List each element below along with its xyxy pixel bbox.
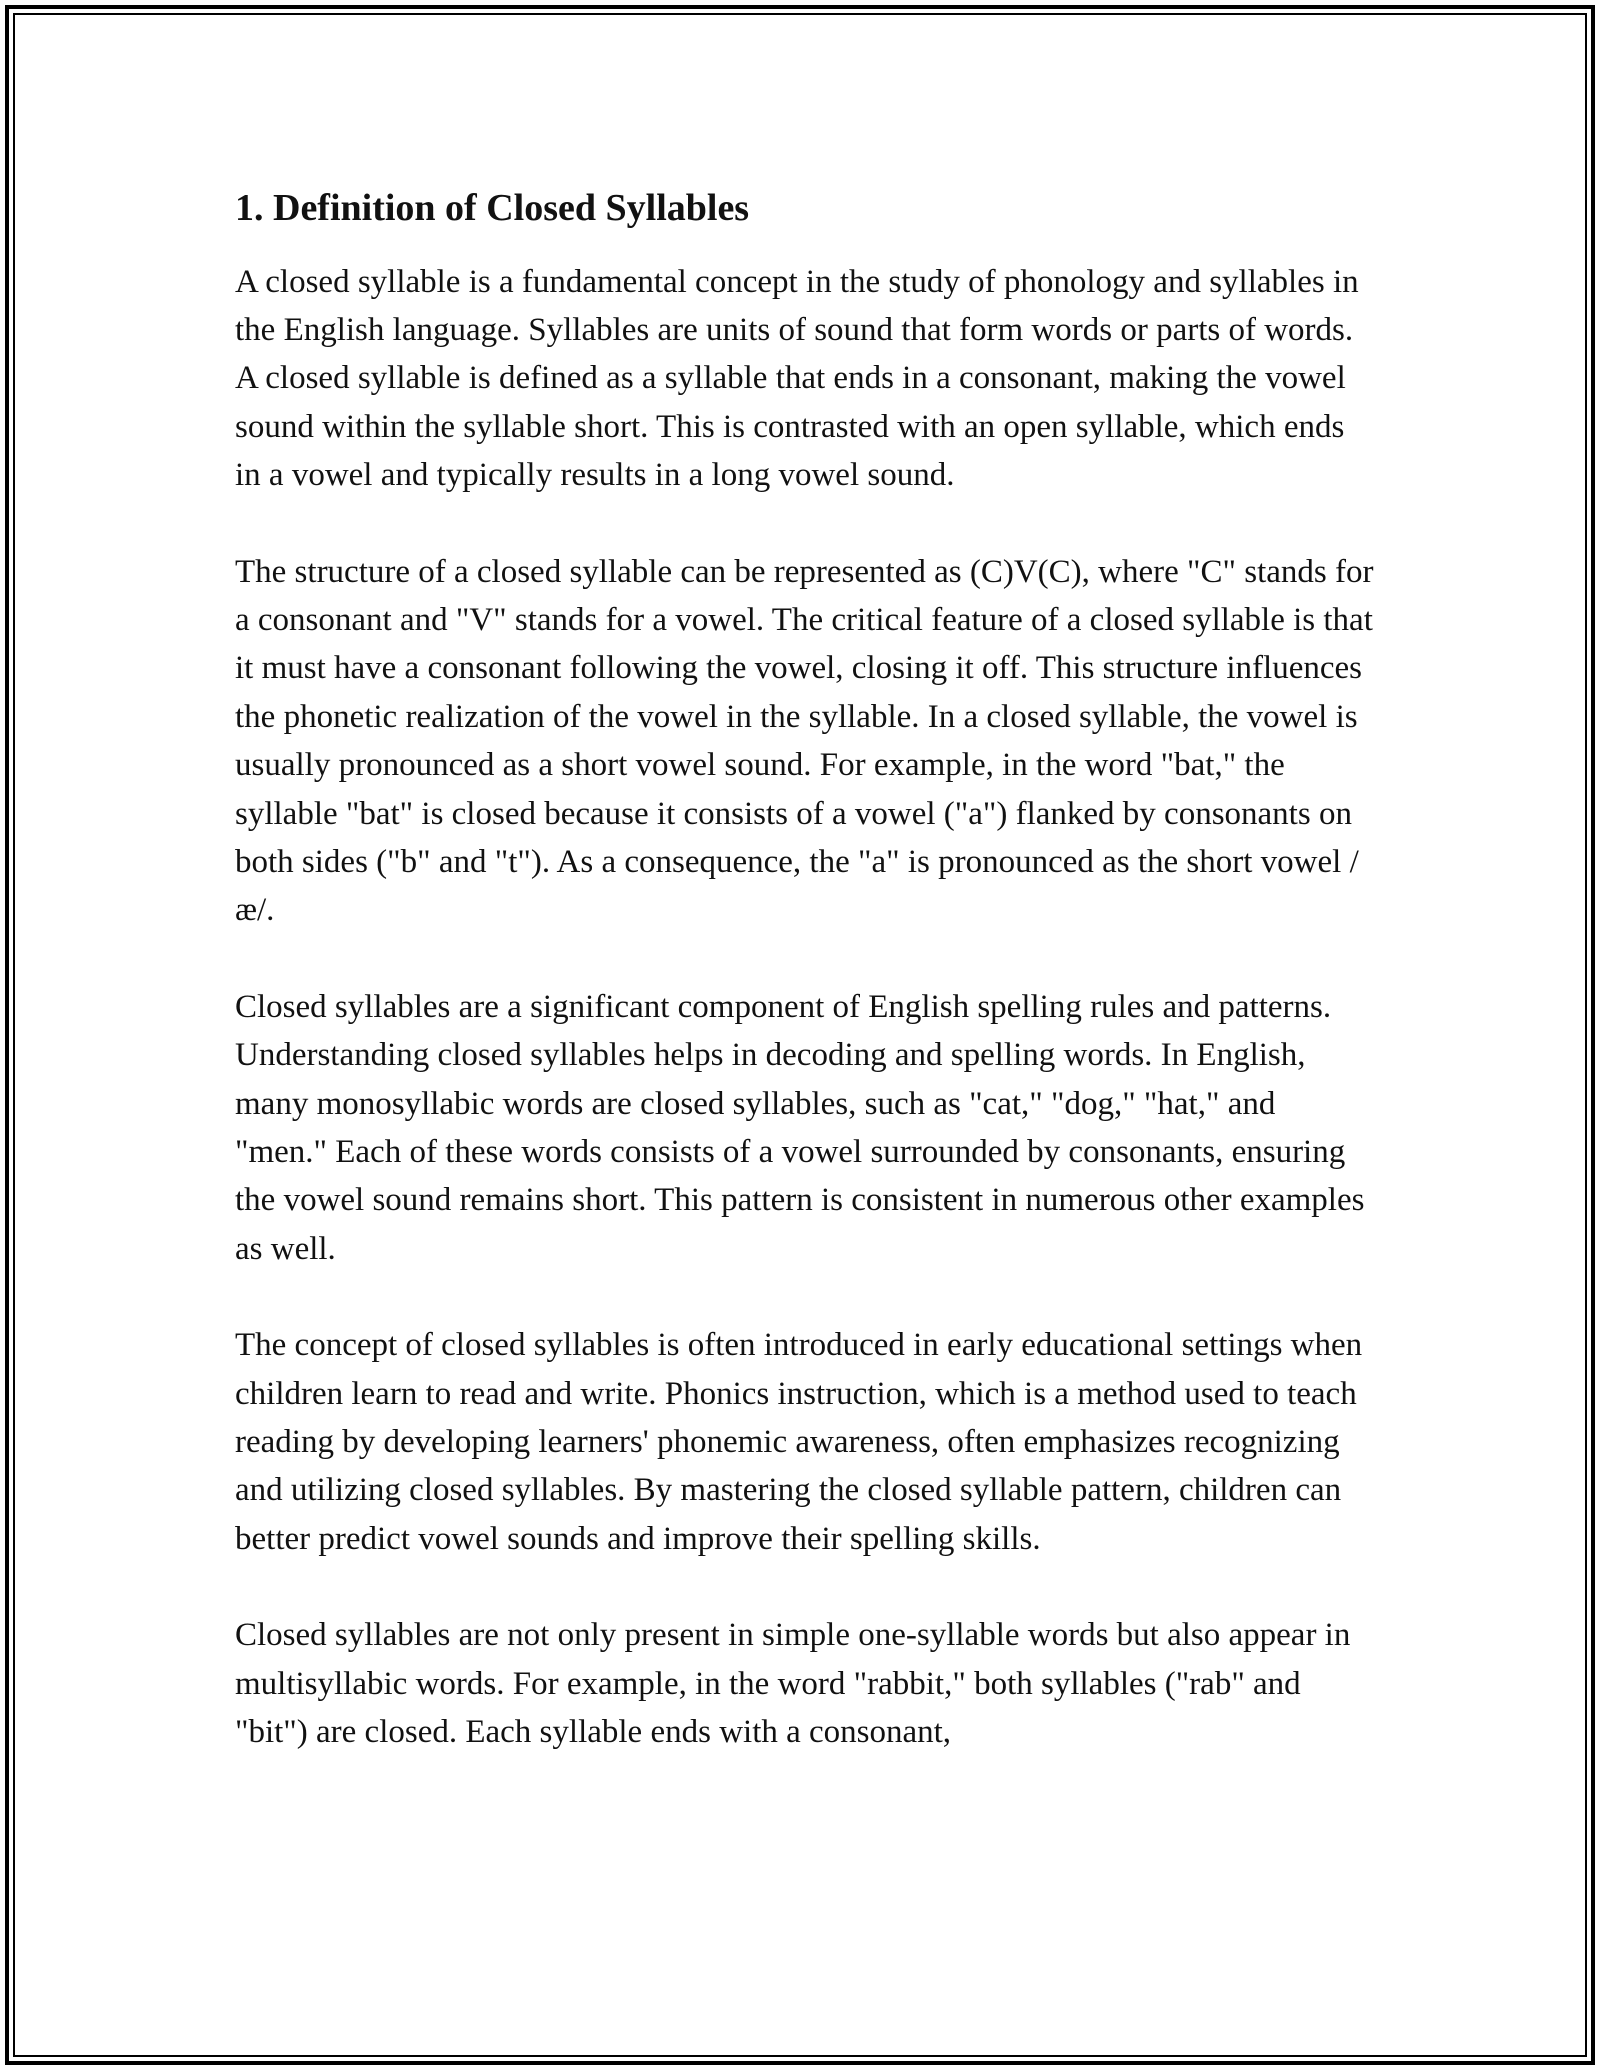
section-heading: 1. Definition of Closed Syllables bbox=[235, 187, 750, 229]
paragraph-3: Closed syllables are a significant component of English spelling rules and patterns. Understanding closed syllables helps in decoding and spelling words. In English, many monosyllabic words are closed syllables, such as "cat," "dog," "hat," and "men." Each of these words consists of a vowel surrounded by consonants, ensuring the vowel sound remains short. This pattern is consistent in numerous other examples as well. bbox=[235, 988, 1365, 1267]
paragraph-1: A closed syllable is a fundamental concept in the study of phonology and syllables in the English language. Syllables are units of sound that form words or parts of words. A closed syllable is defined as a syllable that ends in a consonant, making the vowel sound within the syllable short. This is contrasted with an open syllable, which ends in a vowel and typically results in a long vowel sound. bbox=[235, 263, 1359, 494]
paragraph-4: The concept of closed syllables is often introduced in early educational settings when children learn to read and write. Phonics instruction, which is a method used to teach reading by developing learners' phonemic awareness, often emphasizes recognizing and utilizing closed syllables. By mastering the closed syllable pattern, children can better predict vowel sounds and improve their spelling skills. bbox=[235, 1327, 1363, 1557]
paragraph-2: The structure of a closed syllable can be represented as (C)V(C), where "C" stands for a consonant and "V" stands for a vowel. The critical feature of a closed syllable is that it must have a consonant following the vowel, closing it off. This structure influences the phonetic realization of the vowel in the syllable. In a closed syllable, the vowel is usually pronounced as a short vowel sound. For example, in the word "bat," the syllable "bat" is closed because it consists of a vowel ("a") flanked by consonants on both sides ("b" and "t"). As a consequence, the "a" is pronounced as the short vowel /æ/. bbox=[235, 553, 1374, 929]
document-body bbox=[235, 185, 1375, 1804]
paragraph-5: Closed syllables are not only present in simple one-syllable words but also appear in multisyllabic words. For example, in the word "rabbit," both syllables ("rab" and "bit") are closed. Each syllable ends with a consonant, bbox=[235, 1617, 1351, 1751]
